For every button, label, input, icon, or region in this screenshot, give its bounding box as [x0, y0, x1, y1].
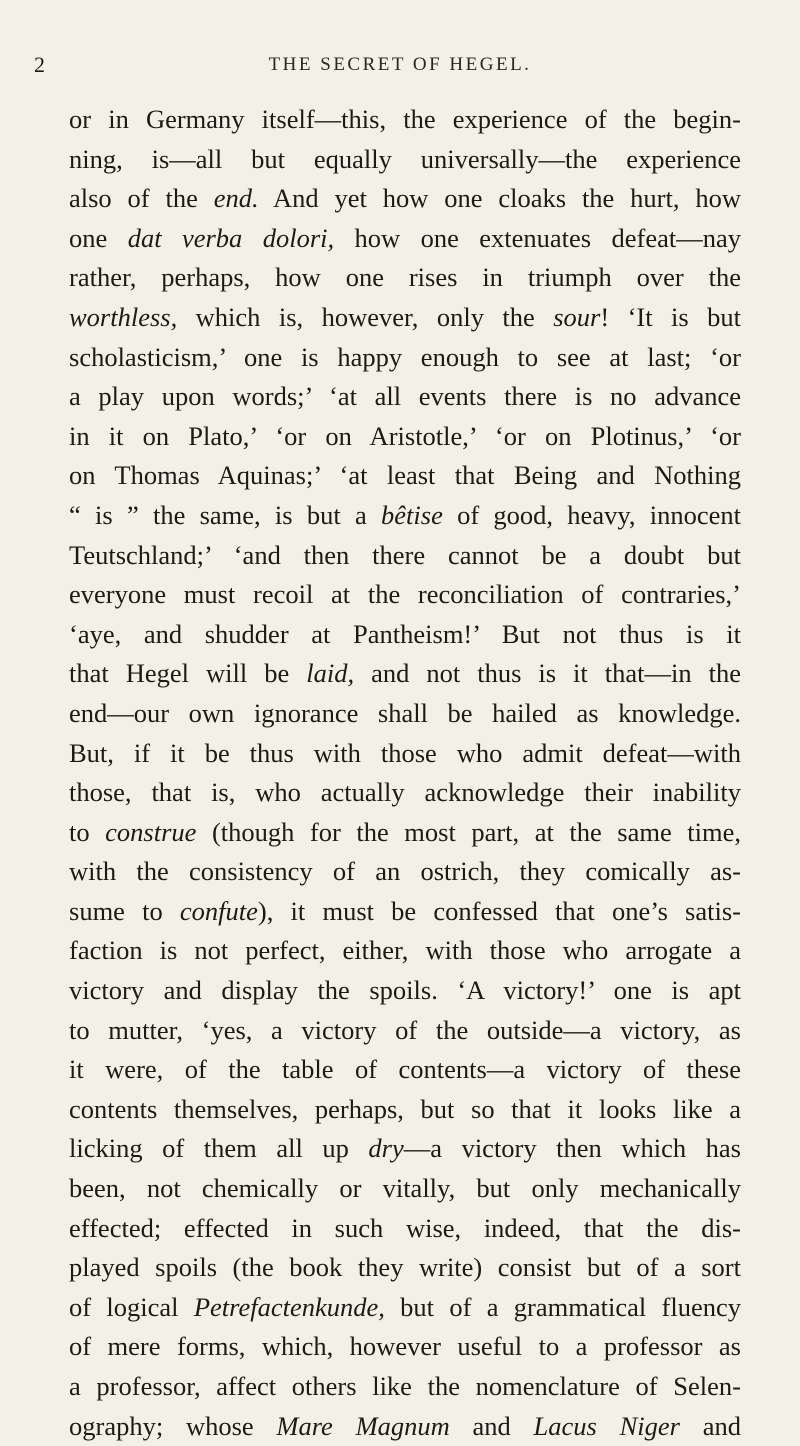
text-line — [69, 1248, 741, 1288]
text-segment: with the consistency of an ostrich, they comically as- — [69, 856, 741, 887]
text-segment: But, if it be thus with those who admit defeat—with — [69, 737, 741, 768]
text-segment: on Thomas Aquinas;’ ‘at least that Being and Nothing — [69, 460, 741, 491]
text-line — [69, 456, 741, 496]
text-line — [69, 1288, 741, 1328]
italic-text: sour — [553, 301, 601, 332]
text-segment: of good, heavy, innocent — [442, 499, 741, 530]
text-line — [69, 1090, 741, 1130]
text-segment: ), it must be confessed that one’s satis- — [257, 895, 741, 926]
text-segment: “ is ” the same, is but a — [69, 499, 382, 530]
text-segment: of logical — [69, 1291, 194, 1322]
text-segment: one — [69, 222, 128, 253]
text-segment: that Hegel will be — [69, 658, 307, 689]
text-segment: those, that is, who actually acknowledge their inability — [69, 777, 741, 808]
italic-text: worthless, — [69, 301, 178, 332]
text-line — [69, 615, 741, 655]
text-line — [69, 1169, 741, 1209]
italic-text: Petrefactenkunde, — [193, 1291, 385, 1322]
text-segment: victory and display the spoils. ‘A victory!’ one is apt — [69, 975, 741, 1006]
text-line — [69, 1327, 741, 1367]
page-header — [34, 52, 766, 82]
text-segment: scholasticism,’ one is happy enough to see at last; ‘or — [69, 341, 741, 372]
text-line — [69, 258, 741, 298]
text-segment: rather, perhaps, how one rises in triumph over the — [69, 262, 741, 293]
text-segment: been, not chemically or vitally, but only mechanically — [69, 1173, 741, 1204]
text-line — [69, 813, 741, 853]
text-line — [69, 1129, 741, 1169]
text-segment: ! ‘It is but — [600, 301, 741, 332]
italic-text: Mare Magnum — [276, 1410, 450, 1441]
text-line — [69, 417, 741, 457]
text-segment: And yet how one cloaks the hurt, how — [258, 183, 741, 214]
text-line — [69, 338, 741, 378]
text-line — [69, 536, 741, 576]
italic-text: dry — [368, 1133, 404, 1164]
text-segment: to mutter, ‘yes, a victory of the outside—a victory, as — [69, 1014, 741, 1045]
text-segment: sume to — [69, 895, 180, 926]
text-segment: (though for the most part, at the same time, — [196, 816, 741, 847]
text-line — [69, 892, 741, 932]
text-segment: also of the — [69, 183, 214, 214]
text-segment: how one extenuates defeat—nay — [334, 222, 741, 253]
text-segment: effected; effected in such wise, indeed, that the dis- — [69, 1212, 741, 1243]
text-line — [69, 852, 741, 892]
text-line — [69, 179, 741, 219]
text-line — [69, 1209, 741, 1249]
italic-text: construe — [105, 816, 197, 847]
text-line — [69, 298, 741, 338]
text-line — [69, 575, 741, 615]
text-segment: of mere forms, which, however useful to a professor as — [69, 1331, 741, 1362]
text-segment: a professor, affect others like the nomenclature of Selen- — [69, 1371, 741, 1401]
italic-text: laid, — [306, 658, 355, 689]
text-line — [69, 1011, 741, 1051]
text-segment: faction is not perfect, either, with those who arrogate a — [69, 935, 741, 966]
text-segment: but of a grammatical fluency — [384, 1291, 741, 1322]
text-line — [69, 1367, 741, 1407]
text-line — [69, 734, 741, 774]
italic-text: end. — [213, 183, 259, 214]
text-segment: and — [449, 1410, 534, 1441]
text-segment: to — [69, 816, 106, 847]
text-segment: everyone must recoil at the reconciliation of contraries,’ — [69, 579, 741, 610]
text-segment: in it on Plato,’ ‘or on Aristotle,’ ‘or on Plotinus,’ ‘or — [69, 420, 741, 451]
text-line — [69, 694, 741, 734]
text-segment: ‘aye, and shudder at Pantheism!’ But not thus is it — [69, 618, 741, 649]
text-segment: contents themselves, perhaps, but so that it looks like a — [69, 1093, 741, 1124]
text-segment: and not thus is it that—in the — [354, 658, 741, 689]
text-segment: which is, however, only the — [177, 301, 554, 332]
running-head: THE SECRET OF HEGEL. — [268, 54, 532, 75]
text-segment: a play upon words;’ ‘at all events there is no advance — [69, 381, 741, 412]
italic-text: Lacus Niger — [533, 1410, 680, 1441]
text-segment: and — [679, 1410, 741, 1441]
text-segment: —a victory then which has — [403, 1133, 741, 1164]
text-line — [69, 219, 741, 259]
italic-text: confute — [179, 895, 258, 926]
italic-text: dat verba dolori, — [127, 222, 335, 253]
text-line — [69, 971, 741, 1011]
text-segment: or in Germany itself—this, the experience of the begin- — [69, 104, 741, 134]
text-line — [69, 931, 741, 971]
text-segment: licking of them all up — [69, 1133, 369, 1164]
text-segment: Teutschland;’ ‘and then there cannot be a doubt but — [69, 539, 741, 570]
text-segment: ning, is—all but equally universally—the experience — [69, 143, 741, 174]
text-line — [69, 773, 741, 813]
body-text — [69, 100, 741, 1446]
text-line — [69, 140, 741, 180]
text-line — [69, 496, 741, 536]
text-line — [69, 1050, 741, 1090]
text-segment: ography; whose — [69, 1410, 277, 1441]
text-segment: it were, of the table of contents—a victory of these — [69, 1054, 741, 1085]
page-number: 2 — [34, 52, 46, 77]
text-segment: end—our own ignorance shall be hailed as knowledge. — [69, 697, 741, 728]
text-line — [69, 1407, 741, 1446]
text-line — [69, 100, 741, 140]
italic-text: bêtise — [381, 499, 443, 530]
text-line — [69, 377, 741, 417]
text-line — [69, 654, 741, 694]
text-segment: played spoils (the book they write) consist but of a sort — [69, 1252, 741, 1283]
